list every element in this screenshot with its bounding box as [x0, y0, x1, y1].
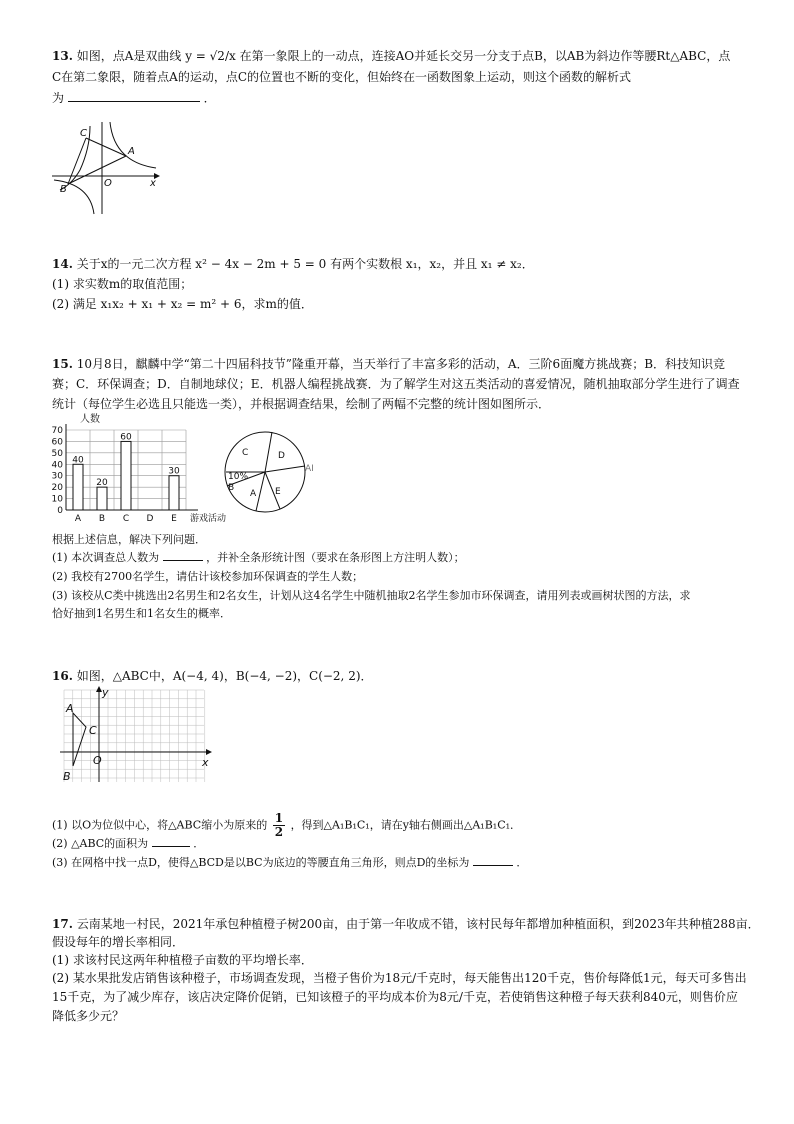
- q13-answer-blank[interactable]: [68, 101, 200, 102]
- q16-fraction-den: 2: [274, 825, 284, 839]
- q16-part1-b: ，得到△A₁B₁C₁，请在y轴右侧画出△A₁B₁C₁．: [290, 818, 522, 832]
- q17-number: 17.: [52, 917, 73, 931]
- q17-part2a: (2) 某水果批发店销售该种橙子，市场调查发现，当橙子售价为18元/千克时，每天能售出120千克，售价每降低1元，每天可多售出: [52, 971, 747, 985]
- q17-line1: [52, 916, 760, 932]
- q16-label-x: x: [202, 756, 209, 769]
- pie-label-b: B: [228, 483, 235, 493]
- bar-category-label-A: A: [74, 514, 82, 524]
- bar-ytick-label: 60: [51, 437, 63, 448]
- q13-ca-segment: [86, 138, 126, 156]
- pie-label-d: D: [278, 451, 285, 461]
- q15-part1-b: ，并补全条形统计图（要求在条形图上方注明人数）；: [206, 551, 465, 564]
- bar-xlabel: 游戏活动: [190, 514, 227, 524]
- bar-ytick-label: 50: [51, 448, 63, 459]
- pie-label-a: A: [250, 489, 257, 499]
- bar-value-label-B: 20: [96, 478, 108, 489]
- bar-E: [169, 476, 179, 510]
- q15-pie-chart: [220, 428, 320, 518]
- q13-label-b: B: [60, 184, 67, 195]
- q14-part1: (1) 求实数m的取值范围；: [52, 277, 193, 291]
- q13-label-x: x: [150, 178, 156, 189]
- q15-part1-a: (1) 本次调查总人数为: [52, 551, 160, 564]
- q15-line3: 统计（每位学生必选且只能选一类），并根据调查结果，绘制了两幅不完整的统计图如图所示．: [52, 397, 551, 411]
- q16-stem: 如图，△ABC中，A(−4, 4)，B(−4, −2)，C(−2, 2)．: [76, 669, 373, 683]
- q16-part3: [52, 855, 527, 871]
- q15-total-blank[interactable]: [163, 560, 203, 561]
- bar-category-label-B: B: [98, 514, 106, 524]
- q17-part2b: 15千克，为了减少库存，该店决定降价促销，已知该橙子的平均成本价为8元/千克，若使销售这种橙子每天获利840元，则售价应: [52, 990, 738, 1004]
- q15-number: 15.: [52, 357, 73, 371]
- q16-label-c: C: [89, 724, 97, 737]
- q15-line1: [52, 356, 725, 372]
- bar-A: [73, 464, 83, 510]
- q16-fraction-num: 1: [274, 811, 284, 825]
- bar-C: [121, 441, 131, 510]
- pie-label-c: C: [242, 448, 249, 458]
- bar-ylabel: 人数: [80, 414, 100, 425]
- pie-label-ai: AI: [305, 464, 314, 474]
- q16-label-a: A: [66, 702, 74, 715]
- q17-part2c: 降低多少元？: [52, 1009, 125, 1023]
- bar-value-label-E: 30: [168, 466, 180, 477]
- bar-category-label-C: C: [122, 514, 130, 524]
- q16-label-b: B: [63, 770, 71, 783]
- bar-value-label-A: 40: [72, 455, 84, 466]
- q13-line2: C在第二象限，随着点A的运动，点C的位置也不断的变化，但始终在一函数图象上运动，则这个函数的解析式: [52, 70, 632, 84]
- q16-triangle-abc: [73, 713, 86, 766]
- bar-category-label-E: E: [171, 514, 177, 524]
- bar-ytick-label: 30: [51, 471, 63, 482]
- q13-figure: [50, 118, 166, 218]
- q13-hyperbola-upper: [110, 122, 156, 168]
- q15-part2: (2) 我校有2700名学生，请估计该校参加环保调查的学生人数；: [52, 570, 364, 583]
- q13-line3-end: ．: [203, 91, 216, 105]
- q13-label-a: A: [128, 146, 135, 157]
- q14-number: 14.: [52, 257, 73, 271]
- q16-part3-b: ．: [516, 856, 528, 869]
- q15-bar-chart: [40, 412, 240, 524]
- bar-ytick-label: 20: [51, 483, 63, 494]
- q13-ab-segment: [68, 156, 126, 184]
- q14-stem: 关于x的一元二次方程 x² − 4x − 2m + 5 = 0 有两个实数根 x₁，x₂，并且 x₁ ≠ x₂．: [76, 257, 534, 271]
- bar-category-label-D: D: [146, 514, 154, 524]
- q16-part2-b: ．: [193, 837, 205, 850]
- q17-line2: 假设每年的增长率相同．: [52, 935, 185, 949]
- q16-label-o: O: [93, 754, 102, 767]
- pie-label-pct: 10%: [228, 472, 249, 482]
- q16-fraction: [273, 812, 285, 839]
- q15-after: 根据上述信息，解决下列问题．: [52, 533, 206, 546]
- bar-ytick-label: 40: [51, 460, 63, 471]
- q17-text-1: 云南某地一村民，2021年承包种植橙子树200亩，由于第一年收成不错，该村民每年都增加种植面积，到2023年共种植288亩．: [76, 917, 760, 931]
- q13-text-1: 如图，点A是双曲线 y = √2/x 在第一象限上的一动点，连接AO并延长交另一分支于点B，以AB为斜边作等腰Rt△ABC，点: [76, 49, 731, 63]
- q13-number: 13.: [52, 49, 73, 63]
- bar-ytick-label: 0: [57, 506, 63, 516]
- q16-part1-a: (1) 以O为位似中心，将△ABC缩小为原来的: [52, 818, 268, 832]
- q14-part2: (2) 满足 x₁x₂ + x₁ + x₂ = m² + 6，求m的值．: [52, 297, 313, 311]
- q15-part3b: 恰好抽到1名男生和1名女生的概率．: [52, 607, 231, 620]
- bar-ytick-label: 10: [51, 494, 63, 505]
- q14-stem-line: [52, 256, 534, 272]
- q15-part1: [52, 550, 465, 566]
- q15-line2: 赛；C．环保调查；D．自制地球仪；E．机器人编程挑战赛．为了解学生对这五类活动的喜爱情况，随机抽取部分学生进行了调查: [52, 377, 740, 391]
- q16-part1: [52, 812, 521, 839]
- q16-point-d-blank[interactable]: [473, 865, 513, 866]
- q16-number: 16.: [52, 669, 73, 683]
- q16-x-arrow: [206, 749, 212, 755]
- q13-label-c: C: [80, 128, 87, 139]
- bar-ytick-label: 70: [51, 426, 63, 436]
- q15-part3a: (3) 该校从C类中挑选出2名男生和2名女生，计划从这4名学生中随机抽取2名学生参加市环保调查，请用列表或画树状图的方法，求: [52, 589, 691, 602]
- q16-part3-a: (3) 在网格中找一点D，使得△BCD是以BC为底边的等腰直角三角形，则点D的坐标为: [52, 856, 470, 869]
- q15-text-1: 10月8日，麒麟中学“第二十四届科技节”隆重开幕，当天举行了丰富多彩的活动，A．三阶6面魔方挑战赛；B．科技知识竞: [76, 357, 726, 371]
- q16-stem-line: [52, 668, 373, 684]
- q17-part1: (1) 求该村民这两年种植橙子亩数的平均增长率．: [52, 953, 313, 967]
- q13-label-o: O: [104, 178, 112, 189]
- bar-value-label-C: 60: [120, 432, 132, 443]
- q16-part2: [52, 836, 204, 852]
- q13-line3-prefix: 为: [52, 91, 65, 105]
- q16-grid-figure: [56, 686, 216, 786]
- q16-area-blank[interactable]: [152, 846, 190, 847]
- bar-B: [97, 487, 107, 510]
- q16-part2-a: (2) △ABC的面积为: [52, 837, 149, 850]
- pie-label-e: E: [275, 487, 281, 497]
- q13-line1: [52, 48, 730, 64]
- q16-label-y: y: [102, 686, 109, 699]
- q13-line3: [52, 90, 216, 106]
